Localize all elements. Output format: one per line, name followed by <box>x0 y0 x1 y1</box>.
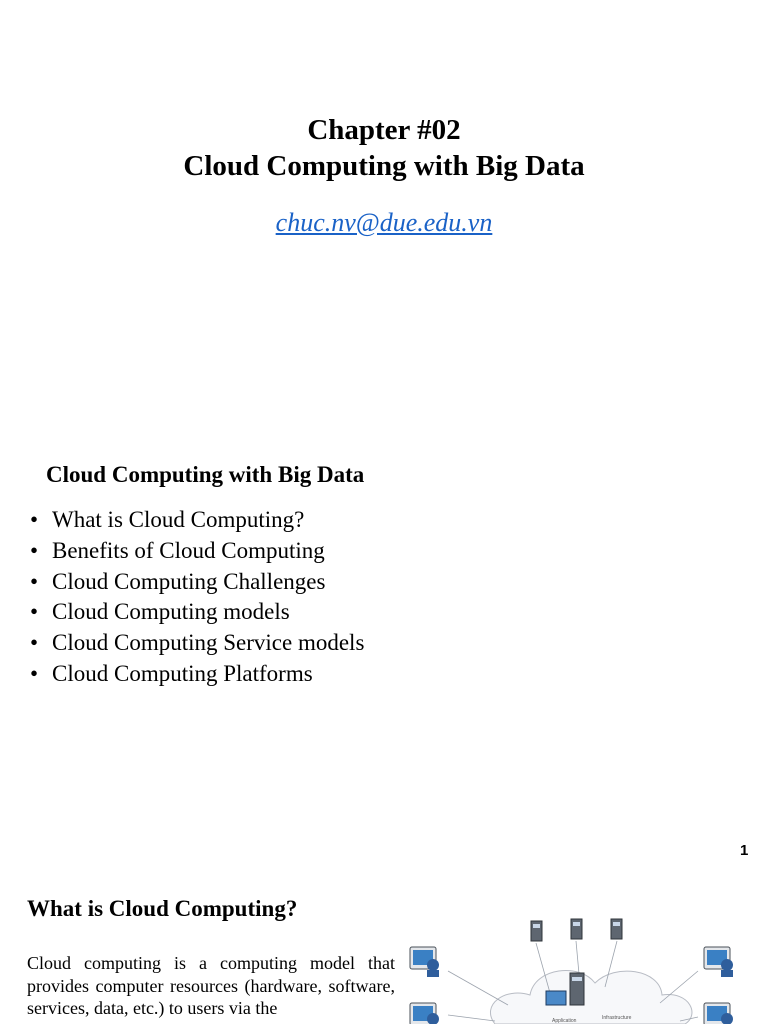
toc-list <box>30 505 364 690</box>
computer-icon <box>704 1003 733 1024</box>
list-item-text: Benefits of Cloud Computing <box>52 537 325 563</box>
title-block <box>0 112 768 184</box>
list-item-text: Cloud Computing Service models <box>52 630 365 656</box>
computer-icon <box>410 947 439 977</box>
list-item-text: Cloud Computing Challenges <box>52 568 326 594</box>
list-item-text: Cloud Computing models <box>52 599 290 625</box>
chapter-subtitle: Cloud Computing with Big Data <box>183 150 585 182</box>
list-item <box>30 567 364 598</box>
server-icon <box>531 921 542 941</box>
chapter-title: Chapter #02 <box>307 114 461 146</box>
diagram-label-infrastructure: Infrastructure <box>602 1015 632 1021</box>
bullet-icon: • <box>30 599 39 625</box>
list-item <box>30 659 364 690</box>
email-link[interactable]: chuc.nv@due.edu.vn <box>275 208 493 237</box>
list-item <box>30 536 364 567</box>
toc-heading: Cloud Computing with Big Data <box>46 462 365 487</box>
section-body: Cloud computing is a computing model that provides computer resources (hardware, software, services, data, etc.) to users via the <box>27 953 395 1018</box>
list-item <box>30 597 364 628</box>
section-title: What is Cloud Computing? <box>27 896 298 921</box>
list-item <box>30 505 364 536</box>
computer-icon <box>704 947 733 977</box>
bullet-icon: • <box>30 568 39 594</box>
cloud-icon <box>490 971 691 1024</box>
bullet-icon: • <box>30 660 39 686</box>
server-icon <box>611 919 622 939</box>
list-item-text: What is Cloud Computing? <box>52 507 305 532</box>
diagram-label-application: Application <box>552 1018 577 1024</box>
list-item <box>30 628 364 659</box>
bullet-icon: • <box>30 630 39 656</box>
server-icon <box>571 919 582 939</box>
email-container <box>0 208 768 238</box>
cloud-diagram <box>400 905 768 1024</box>
page-number: 1 <box>740 842 749 859</box>
list-item-text: Cloud Computing Platforms <box>52 660 313 686</box>
bullet-icon: • <box>30 507 39 532</box>
computer-icon <box>410 1003 439 1024</box>
bullet-icon: • <box>30 537 39 563</box>
